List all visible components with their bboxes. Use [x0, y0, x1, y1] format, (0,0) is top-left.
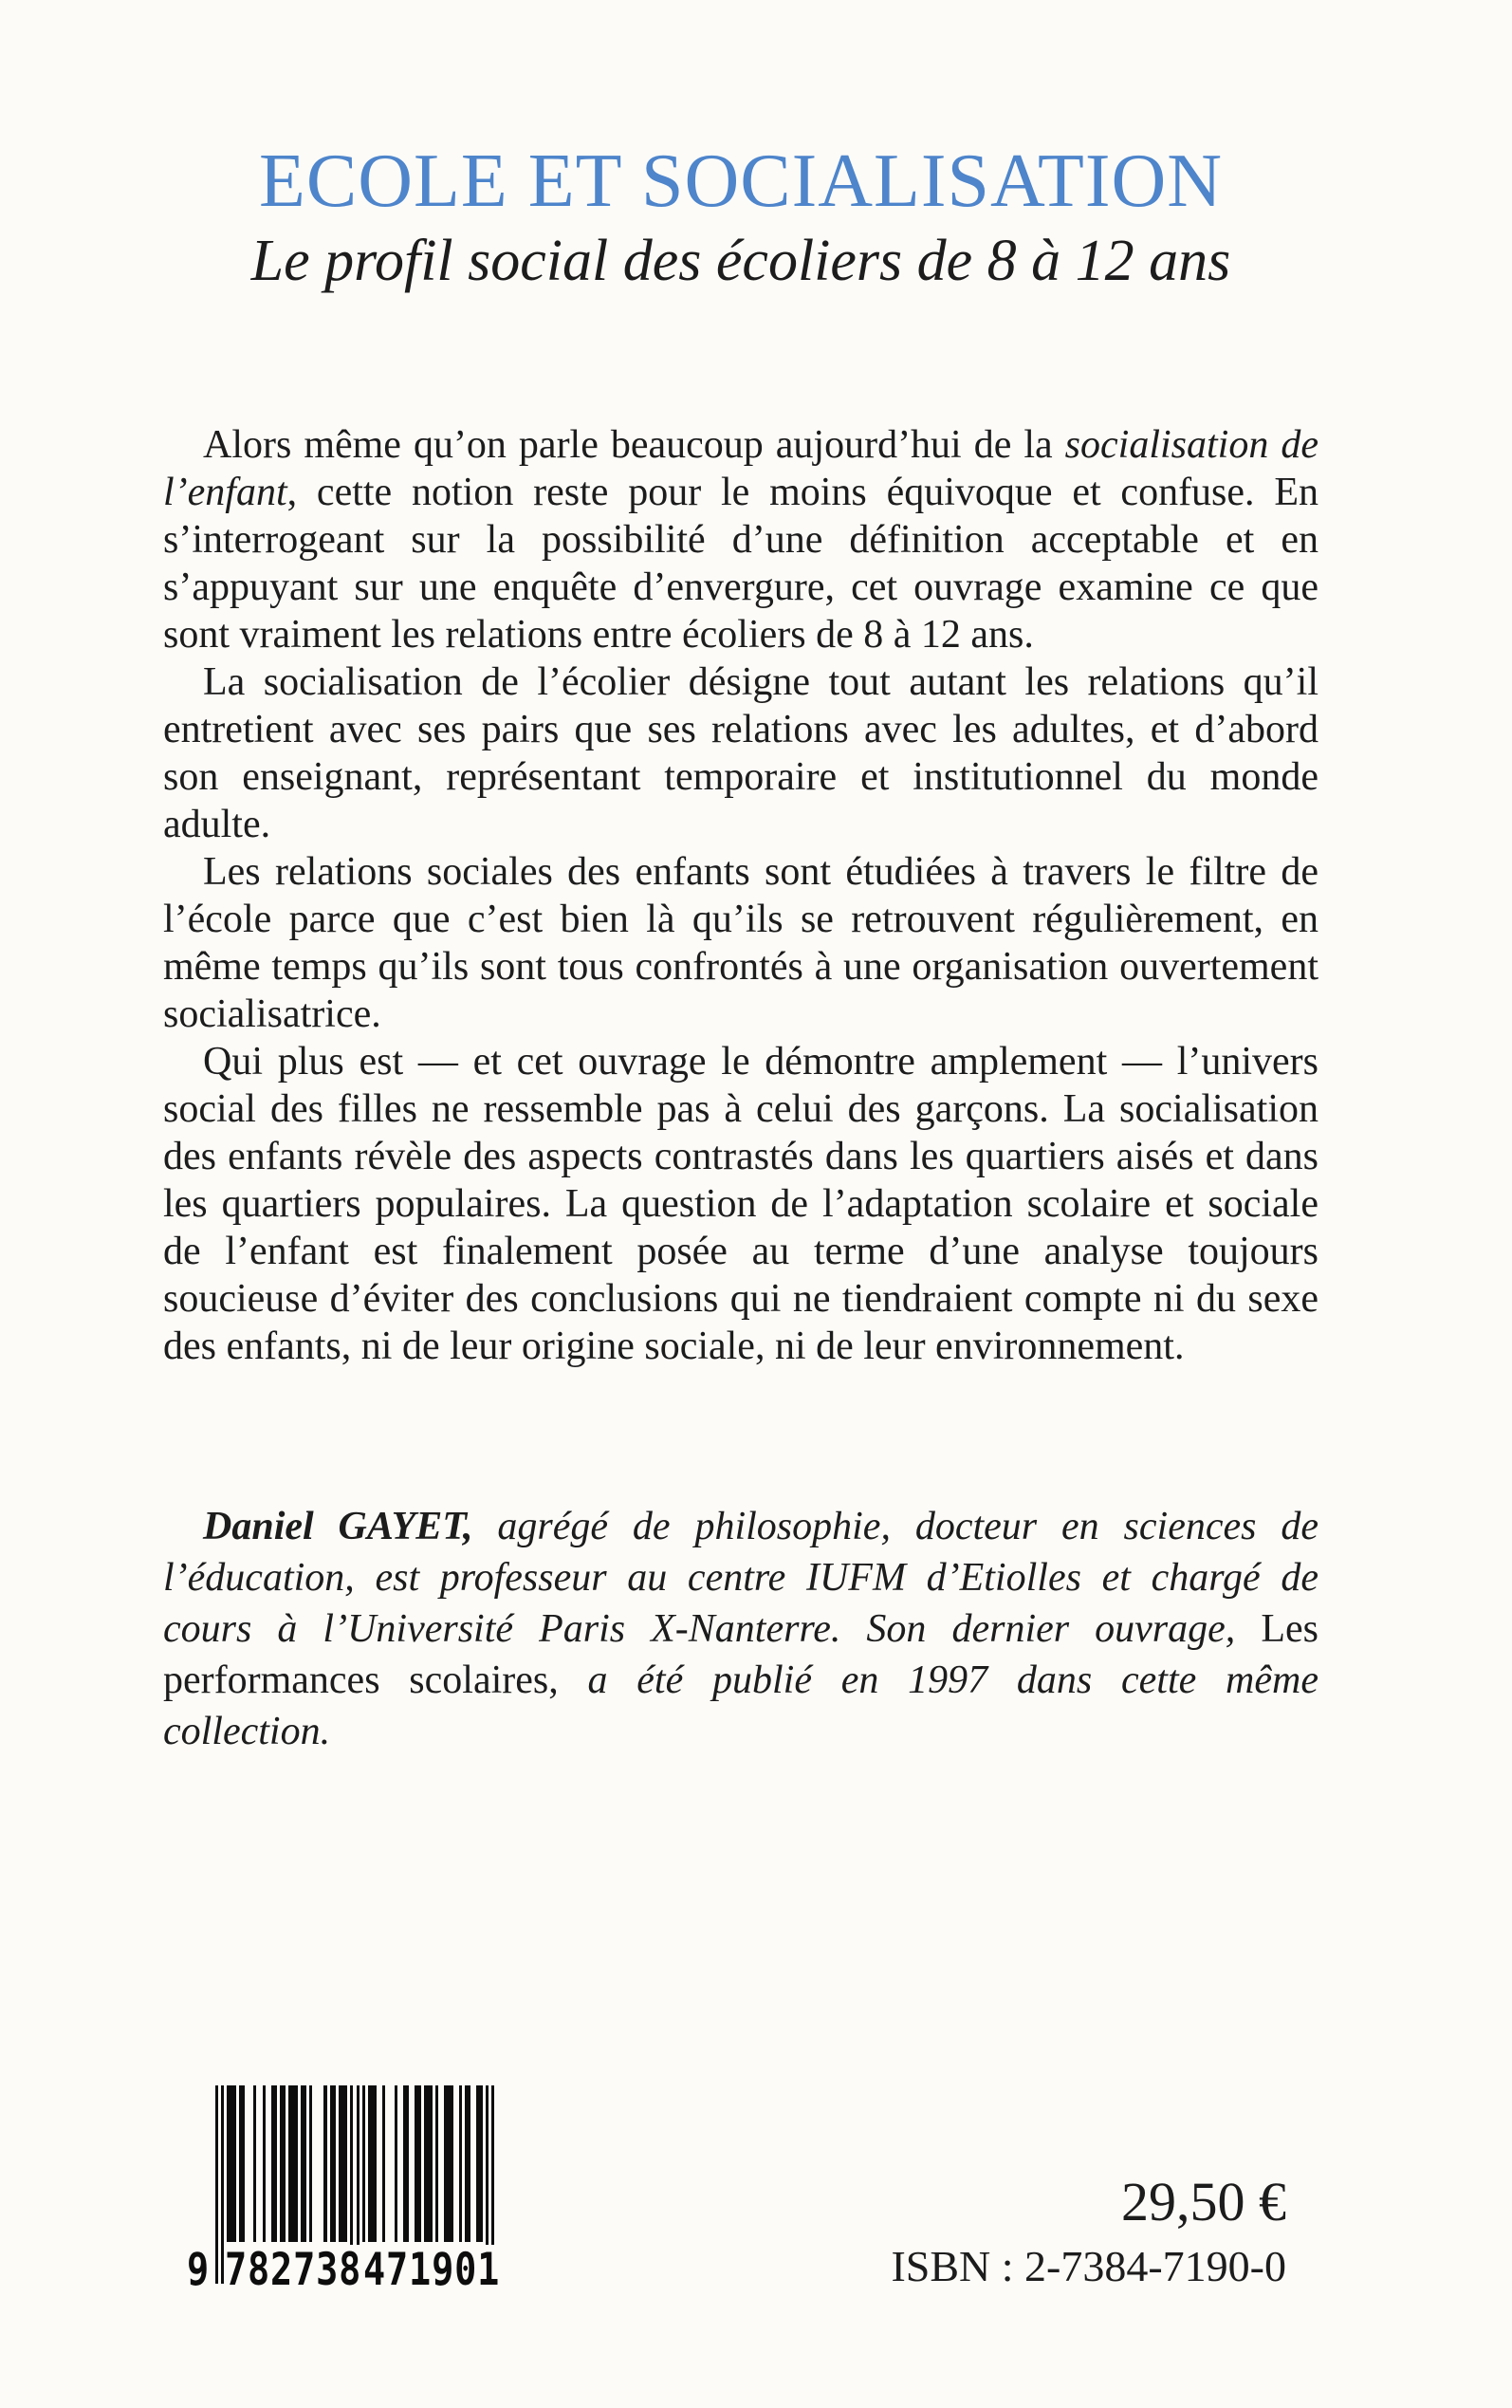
text-segment: Qui plus est — et cet ouvrage le démontre amplement — l’univers social des filles ne ressemble pas à celui des garçons. La socialisation des enfants révèle des aspects contrastés dans les quartiers aisés et dans les quartiers populaires. La question de l’adaptation scolaire et sociale de l’enfant est finalement posée au terme d’une analyse toujours soucieuse d’éviter des conclusions qui ne tiendraient compte ni du sexe des enfants, ni de leur origine sociale, ni de leur environnement.: [163, 1040, 1318, 1368]
barcode-left-digits: 782738: [225, 2244, 362, 2296]
book-title: ECOLE ET SOCIALISATION: [258, 139, 1224, 223]
text-segment: Daniel GAYET,: [203, 1505, 473, 1548]
text-segment: agrégé de philosophie, docteur en sciences de l’éducation, est professeur au centre IUFM d’Etiolles et chargé de cours à l’Université Paris X-Nanterre. Son dernier ouvrage,: [163, 1505, 1318, 1651]
text-segment: Alors même qu’on parle beaucoup aujourd’hui de la: [203, 423, 1065, 467]
text-segment: La socialisation de l’écolier désigne tout autant les relations qu’il entretient avec ses pairs que ses relations avec les adultes, et d’abord son enseignant, représentant temporaire et institutionnel du monde adulte.: [163, 660, 1318, 846]
barcode-lead-digit: 9: [187, 2244, 210, 2296]
text-segment: Les relations sociales des enfants sont étudiées à travers le filtre de l’école parce que c’est bien là qu’ils se retrouvent régulièrement, en même temps qu’ils sont tous confrontés à une organisation ouvertement socialisatrice.: [163, 850, 1318, 1036]
text-segment: Les performances scolaires,: [163, 1607, 1318, 1702]
barcode-number: [187, 2244, 501, 2296]
pricing-block: [891, 2173, 1286, 2290]
synopsis-paragraph: [163, 848, 1318, 1038]
text-segment: socialisation de l’enfant: [163, 423, 1318, 514]
author-note-block: [163, 1501, 1318, 1757]
barcode-right-digits: 471901: [363, 2244, 501, 2296]
synopsis-text-block: [163, 421, 1318, 1370]
text-segment: a été publié en 1997 dans cette même collection.: [163, 1658, 1318, 1753]
price: 29,50 €: [1121, 2171, 1286, 2232]
book-subtitle: Le profil social des écoliers de 8 à 12 ans: [250, 229, 1231, 293]
isbn: ISBN : 2-7384-7190-0: [891, 2242, 1286, 2290]
synopsis-paragraph: [163, 658, 1318, 848]
text-segment: , cette notion reste pour le moins équivoque et confuse. En s’interrogeant sur la possibilité d’une définition acceptable et en s’appuyant sur une enquête d’envergure, cet ouvrage examine ce que sont vraiment les relations entre écoliers de 8 à 12 ans.: [163, 471, 1318, 657]
author-note-paragraph: [163, 1501, 1318, 1757]
synopsis-paragraph: [163, 1038, 1318, 1370]
barcode: [187, 2085, 501, 2302]
synopsis-paragraph: [163, 421, 1318, 658]
